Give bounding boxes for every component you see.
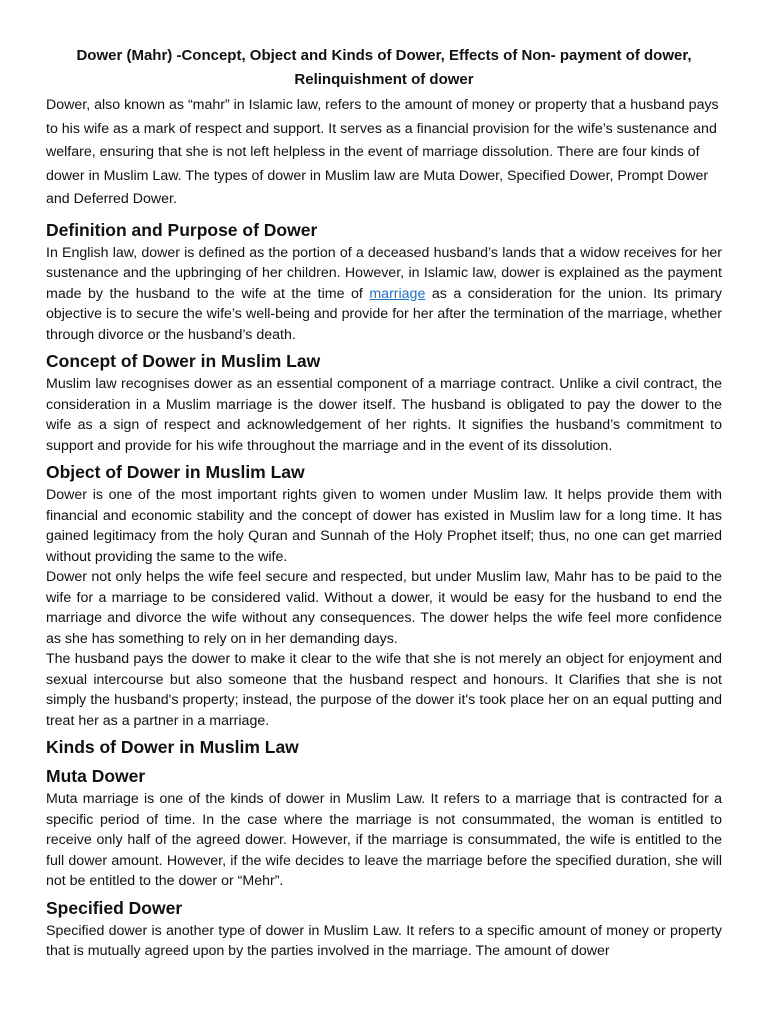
section-definition bbox=[46, 217, 722, 346]
definition-paragraph bbox=[46, 243, 722, 346]
intro-paragraph: Dower, also known as “mahr” in Islamic law, refers to the amount of money or property that a husband pays to his wife as a mark of respect and support. It serves as a financial provision for the wife’s sustenance and welfare, ensuring that she is not left helpless in the event of marriage dissolution. There are four kinds of dower in Muslim Law. The types of dower in Muslim law are Muta Dower, Specified Dower, Prompt Dower and Deferred Dower. bbox=[46, 97, 719, 207]
heading-specified: Specified Dower bbox=[46, 897, 183, 918]
definition-text-before: In English law, dower is defined as the portion of a deceased husband’s lands that a widow receives for her sustenance and the upbringing of her children. However, in Islamic law, dower is explained as the payment made by the husband to the wife at the time of bbox=[46, 244, 722, 302]
document-title: Dower (Mahr) -Concept, Object and Kinds of Dower, Effects of Non- payment of dower, Relinquishment of dower bbox=[76, 47, 692, 88]
section-concept bbox=[46, 348, 722, 456]
section-kinds bbox=[46, 734, 722, 760]
heading-kinds: Kinds of Dower in Muslim Law bbox=[46, 737, 299, 757]
heading-definition: Definition and Purpose of Dower bbox=[46, 219, 318, 240]
section-muta bbox=[46, 763, 722, 892]
heading-muta: Muta Dower bbox=[46, 766, 146, 786]
concept-paragraph: Muslim law recognises dower as an essential component of a marriage contract. Unlike a civil contract, the consideration in a Muslim marriage is the dower itself. The husband is obligated to pay the dower to the wife as a sign of respect and acknowledgement of her rights. It signifies the husband’s commitment to support and provide for his wife throughout the marriage and in the event of its dissolution. bbox=[46, 376, 722, 454]
heading-concept: Concept of Dower in Muslim Law bbox=[46, 351, 321, 371]
muta-paragraph: Muta marriage is one of the kinds of dower in Muslim Law. It refers to a marriage that is contracted for a specific period of time. In the case where the marriage is not consummated, the woman is entitled to receive only half of the agreed dower. However, if the marriage is consummated, the wife is entitled to the full dower amount. However, if the wife decides to leave the marriage before the specified duration, she will not be entitled to the dower or “Mehr”. bbox=[46, 791, 722, 889]
specified-paragraph: Specified dower is another type of dower in Muslim Law. It refers to a specific amount of money or property that is mutually agreed upon by the parties involved in the marriage. The amount of dower bbox=[46, 922, 722, 959]
marriage-link[interactable]: marriage bbox=[369, 285, 426, 302]
object-paragraph-1: Dower is one of the most important rights given to women under Muslim law. It helps provide them with financial and economic stability and the concept of dower has existed in Muslim law for a long time. It has gained legitimacy from the holy Quran and Sunnah of the Holy Prophet itself; thus, no one can get married without providing the same to the wife. bbox=[46, 487, 722, 565]
object-paragraph-2: Dower not only helps the wife feel secure and respected, but under Muslim law, Mahr has to be paid to the wife for a marriage to be considered valid. Without a dower, it would be easy for the husband to end the marriage and divorce the wife without any consequences. The dower helps the wife feel more confidence as she has something to rely on in her demanding days. bbox=[46, 569, 722, 647]
section-specified bbox=[46, 895, 722, 962]
definition-text-after: as a consideration for the union. Its primary objective is to secure the wife’s well-being and provide for her after the termination of the marriage, whether through divorce or the husband’s death. bbox=[46, 285, 722, 343]
object-paragraph-3: The husband pays the dower to make it clear to the wife that she is not merely an object for enjoyment and sexual intercourse but also someone that the husband respect and honours. It Clarifies that she is not simply the husband's property; instead, the purpose of the dower it's took place her on an equal putting and treat her as a partner in a marriage. bbox=[46, 651, 722, 729]
heading-object: Object of Dower in Muslim Law bbox=[46, 462, 305, 482]
section-object bbox=[46, 459, 722, 731]
